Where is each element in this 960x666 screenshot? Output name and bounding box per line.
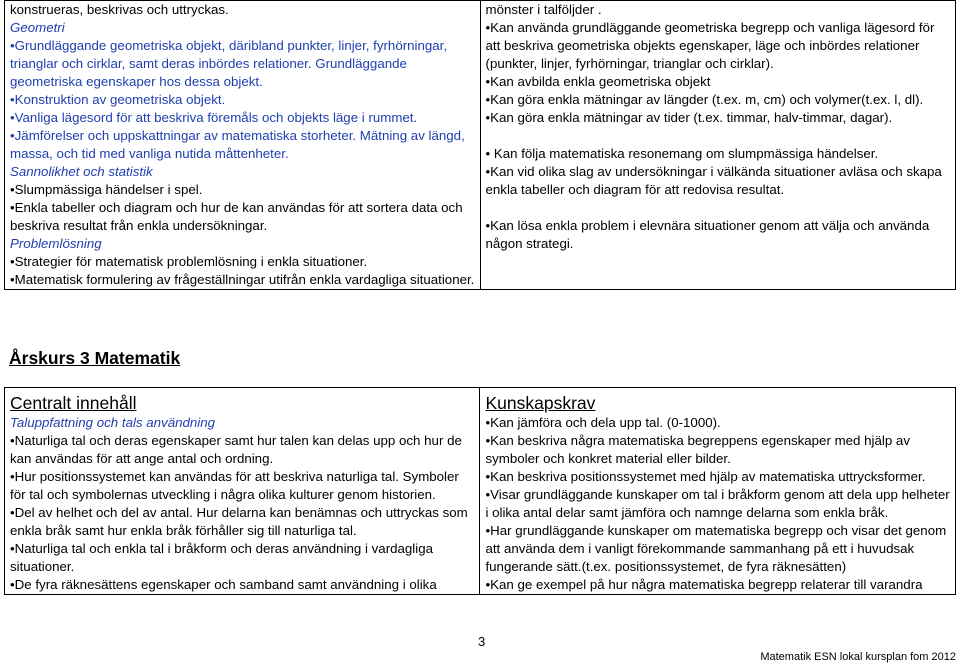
list-item: •Strategier för matematisk problemlösning i enkla situationer. — [10, 254, 368, 269]
top-left-cell — [5, 1, 481, 290]
list-item: •Kan göra enkla mätningar av tider (t.ex. timmar, halv-timmar, dagar). — [485, 110, 893, 125]
list-item: •Visar grundläggande kunskaper om tal i bråkform genom att dela upp helheter i olika antal delar samt jämföra och namnge delarna som enkla bråk. — [485, 487, 950, 520]
column-header-centralt-innehall: Centralt innehåll — [10, 393, 137, 413]
list-item: •Kan vid olika slag av undersökningar i välkända situationer avläsa och skapa enkla tabeller och diagram för att redovisa resultat. — [485, 164, 942, 197]
list-item: •De fyra räknesättens egenskaper och samband samt användning i olika — [10, 577, 437, 592]
list-item: • Kan följa matematiska resonemang om slumpmässiga händelser. — [485, 146, 879, 161]
spacer — [486, 127, 951, 145]
list-item: •Kan beskriva några matematiska begreppens egenskaper med hjälp av symboler och konkret material eller bilder. — [485, 433, 910, 466]
curriculum-table-bottom — [4, 387, 956, 595]
bottom-right-cell — [480, 388, 956, 595]
list-item: •Del av helhet och del av antal. Hur delarna kan benämnas och uttryckas som enkla bråk samt hur enkla bråk förhåller sig till naturliga tal. — [10, 505, 468, 538]
list-item: •Slumpmässiga händelser i spel. — [10, 182, 203, 197]
list-item: •Kan beskriva positionssystemet med hjälp av matematiska uttrycksformer. — [485, 469, 926, 484]
list-item: •Grundläggande geometriska objekt, däribland punkter, linjer, fyrhörningar, trianglar och cirklar, samt deras inbördes relationer. Grundläggande geometriska egenskaper hos dessa objekt. — [10, 38, 448, 89]
top-right-cell — [480, 1, 955, 290]
list-item: •Hur positionssystemet kan användas för att beskriva naturliga tal. Symboler för tal och symbolernas utveckling i några olika kulturer genom historien. — [10, 469, 459, 502]
footer-text: Matematik ESN lokal kursplan fom 2012 — [760, 651, 956, 663]
list-item: •Kan göra enkla mätningar av längder (t.ex. m, cm) och volymer(t.ex. l, dl). — [485, 92, 924, 107]
subheading-problemlosning: Problemlösning — [10, 236, 102, 251]
list-item: •Naturliga tal och enkla tal i bråkform och deras användning i vardagliga situationer. — [10, 541, 434, 574]
list-item: •Enkla tabeller och diagram och hur de kan användas för att sortera data och beskriva resultat från enkla undersökningar. — [10, 200, 463, 233]
column-header-kunskapskrav: Kunskapskrav — [485, 393, 596, 413]
list-item: •Kan ge exempel på hur några matematiska begrepp relaterar till varandra — [485, 577, 923, 592]
list-item: •Kan lösa enkla problem i elevnära situationer genom att välja och använda någon strategi. — [485, 218, 930, 251]
subheading-geometri: Geometri — [10, 20, 65, 35]
list-item: •Naturliga tal och deras egenskaper samt hur talen kan delas upp och hur de kan användas för att ange antal och ordning. — [10, 433, 462, 466]
list-item: •Matematisk formulering av frågeställningar utifrån enkla vardagliga situationer. — [10, 272, 475, 287]
text-line: mönster i talföljder . — [485, 2, 602, 17]
text-line: konstrueras, beskrivas och uttryckas. — [10, 2, 229, 17]
subheading-sannolikhet: Sannolikhet och statistik — [10, 164, 153, 179]
list-item: •Vanliga lägesord för att beskriva föremåls och objekts läge i rummet. — [10, 110, 418, 125]
spacer — [486, 199, 951, 217]
section-title: Årskurs 3 Matematik — [9, 348, 181, 368]
list-item: •Kan använda grundläggande geometriska begrepp och vanliga lägesord för att beskriva geometriska objekts egenskaper, läge och inbördes relationer (punkter, linjer, fyrhörningar, trianglar och cirklar). — [485, 20, 935, 71]
list-item: •Har grundläggande kunskaper om matematiska begrepp och visar det genom att använda dem i vanligt förekommande sammanhang på ett i huvudsak fungerande sätt.(t.ex. positionssystemet, de fyra räknesätten) — [485, 523, 947, 574]
subheading-taluppfattning: Taluppfattning och tals användning — [10, 415, 216, 430]
bottom-left-cell — [5, 388, 480, 595]
list-item: •Kan jämföra och dela upp tal. (0-1000). — [485, 415, 721, 430]
page-number: 3 — [478, 634, 486, 649]
list-item: •Konstruktion av geometriska objekt. — [10, 92, 226, 107]
list-item: •Kan avbilda enkla geometriska objekt — [485, 74, 711, 89]
list-item: •Jämförelser och uppskattningar av matematiska storheter. Mätning av längd, massa, och tid med vanliga nutida måttenheter. — [10, 128, 465, 161]
curriculum-table-top — [4, 0, 956, 290]
